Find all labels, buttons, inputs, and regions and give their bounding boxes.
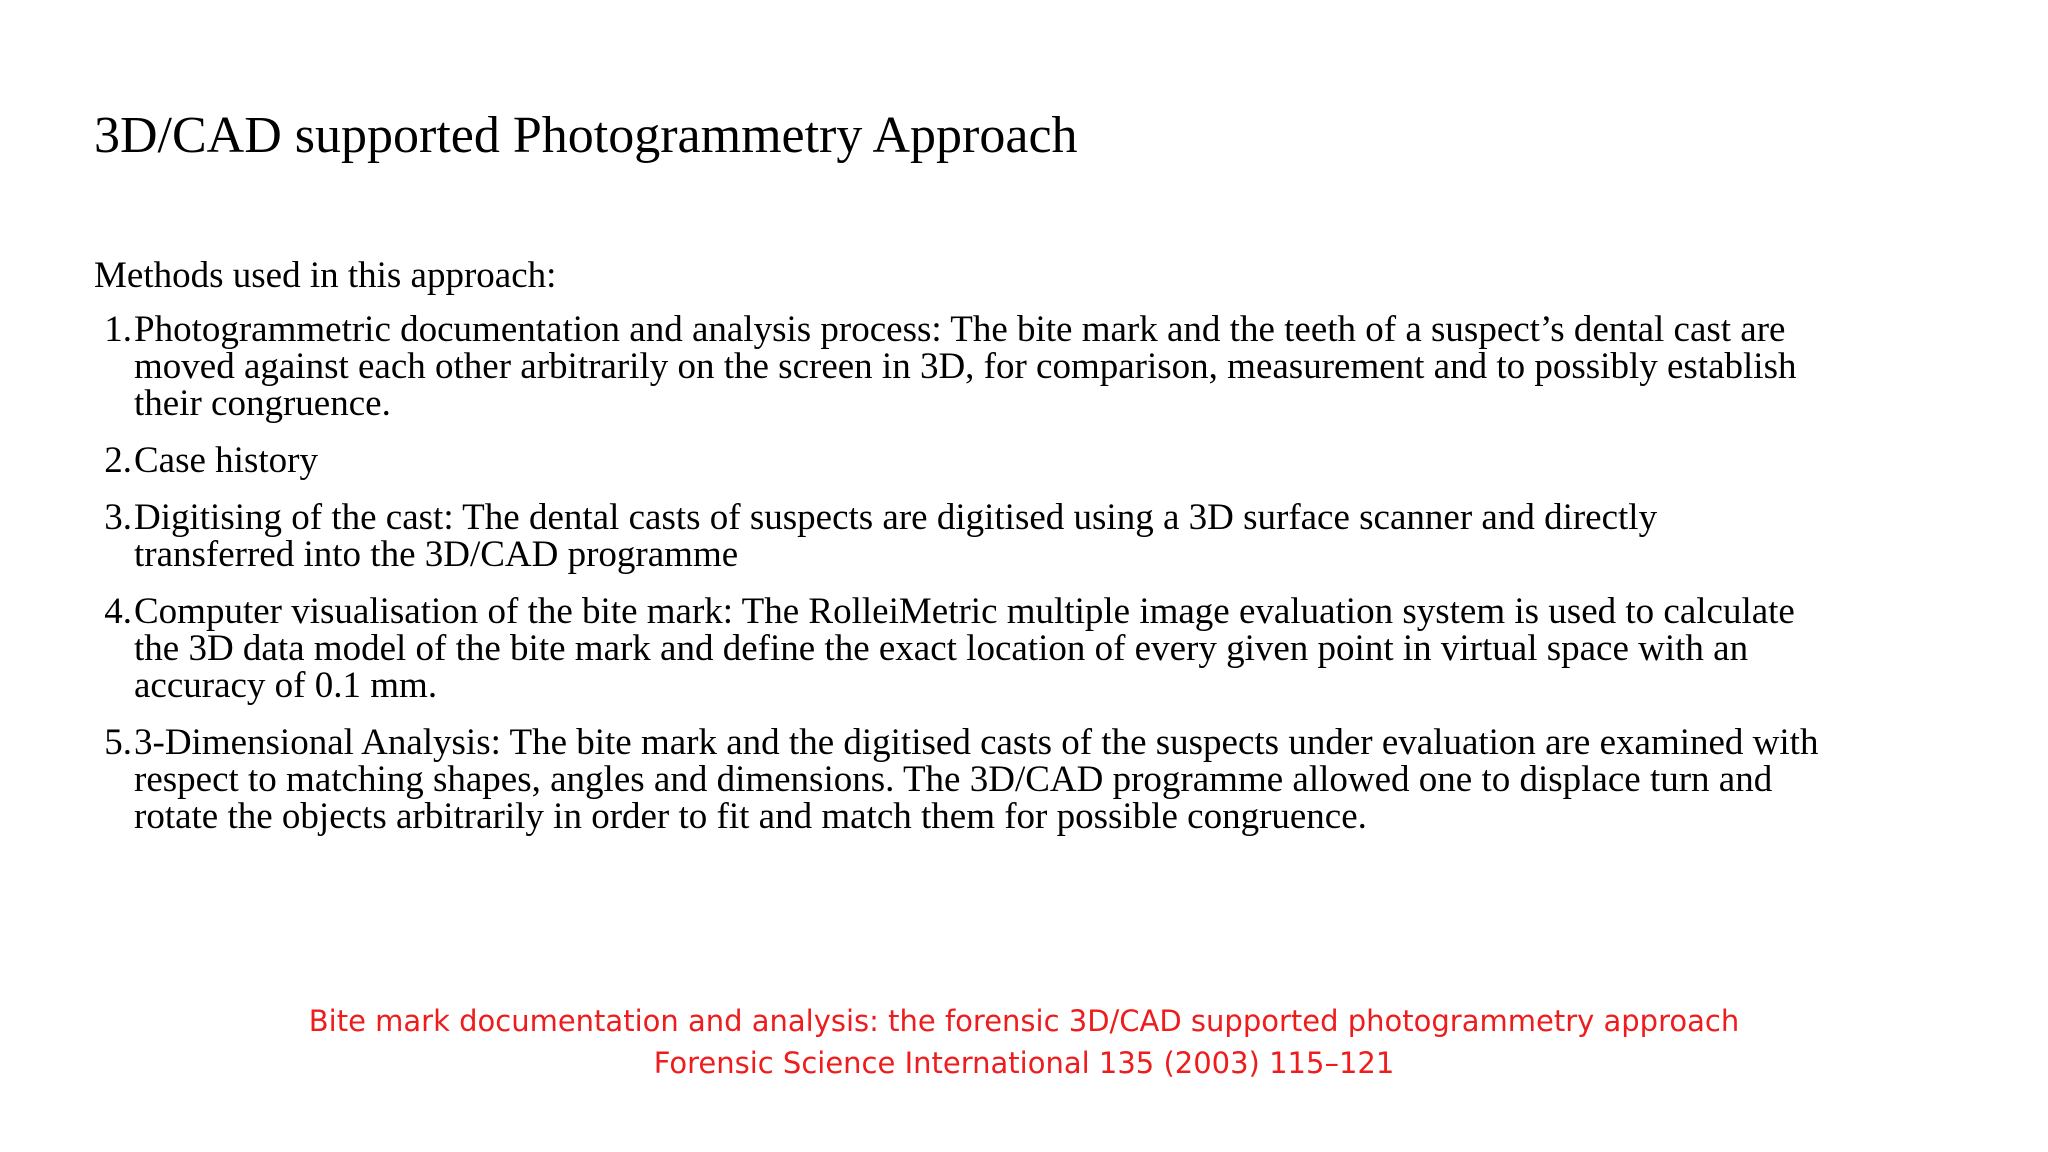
method-line: moved against each other arbitrarily on the screen in 3D, for comparison, measurement and to possibly establish xyxy=(134,346,1797,387)
method-line: Photogrammetric documentation and analysis process: The bite mark and the teeth of a suspect’s dental cast are xyxy=(134,309,1786,350)
method-line: their congruence. xyxy=(134,383,391,424)
method-line: 3-Dimensional Analysis: The bite mark and the digitised casts of the suspects under evaluation are examined with xyxy=(134,722,1819,763)
method-number: 4. xyxy=(104,591,132,632)
method-text xyxy=(132,499,1954,573)
method-item xyxy=(94,724,1954,835)
slide-content xyxy=(94,255,1954,855)
methods-list xyxy=(94,311,1954,835)
citation-title: Bite mark documentation and analysis: the forensic 3D/CAD supported photogrammetry approach xyxy=(308,1004,1740,1038)
method-text xyxy=(132,442,1954,479)
method-number: 1. xyxy=(104,309,132,350)
method-item xyxy=(94,593,1954,704)
method-line: accuracy of 0.1 mm. xyxy=(134,665,438,706)
citation xyxy=(0,1000,2048,1084)
methods-intro: Methods used in this approach: xyxy=(94,255,557,296)
method-number: 5. xyxy=(104,722,132,763)
method-item xyxy=(94,442,1954,479)
method-text xyxy=(132,593,1954,704)
method-line: the 3D data model of the bite mark and define the exact location of every given point in virtual space with an xyxy=(134,628,1749,669)
method-line: transferred into the 3D/CAD programme xyxy=(134,534,739,575)
citation-source: Forensic Science International 135 (2003) 115–121 xyxy=(653,1046,1395,1080)
method-item xyxy=(94,499,1954,573)
method-line: rotate the objects arbitrarily in order to fit and match them for possible congruence. xyxy=(134,796,1367,837)
method-item xyxy=(94,311,1954,422)
method-line: Computer visualisation of the bite mark: The RolleiMetric multiple image evaluation system is used to calculate xyxy=(134,591,1795,632)
method-number: 2. xyxy=(104,440,132,481)
method-text xyxy=(132,311,1954,422)
method-line: respect to matching shapes, angles and dimensions. The 3D/CAD programme allowed one to displace turn and xyxy=(134,759,1773,800)
method-line: Digitising of the cast: The dental casts of suspects are digitised using a 3D surface scanner and directly xyxy=(134,497,1658,538)
method-text xyxy=(132,724,1954,835)
method-number: 3. xyxy=(104,497,132,538)
method-line: Case history xyxy=(134,440,318,481)
slide-title: 3D/CAD supported Photogrammetry Approach xyxy=(94,107,1078,164)
